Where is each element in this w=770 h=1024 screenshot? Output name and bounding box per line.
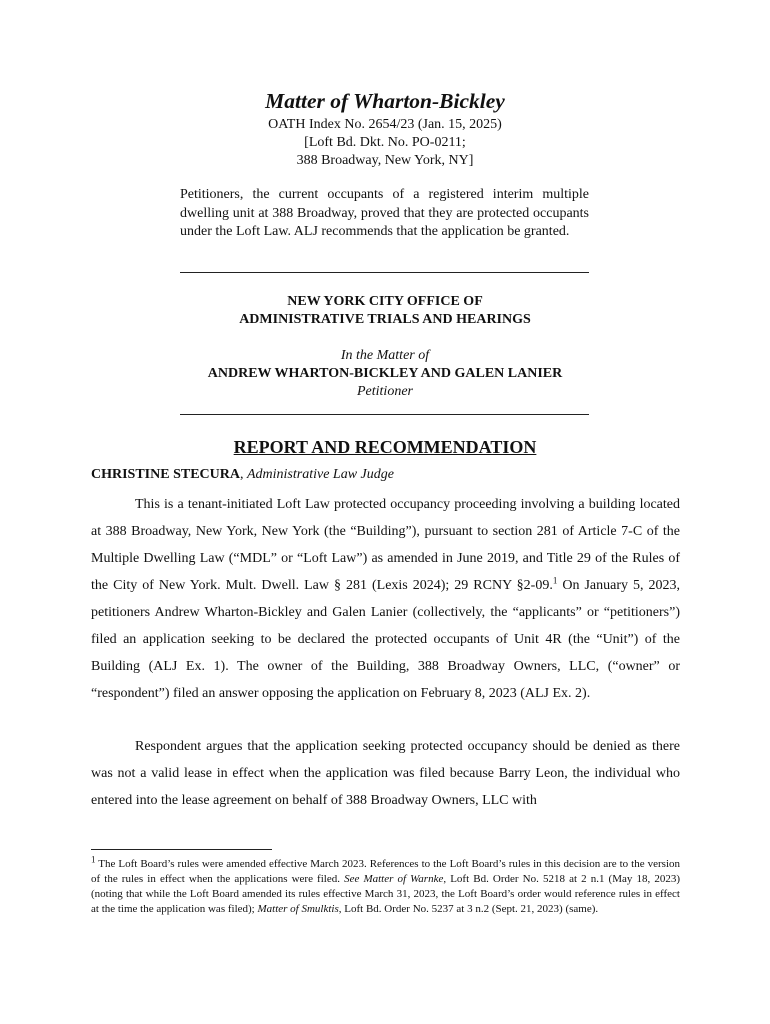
case-summary: Petitioners, the current occupants of a registered interim multiple dwelling unit at 388 Broadway, proved that they are protected occupants under the Loft Law. ALJ recommends that the application be granted.: [180, 187, 589, 239]
divider-bottom: [180, 414, 589, 415]
petitioner-role: Petitioner: [357, 384, 413, 399]
footnote-1: [91, 854, 680, 917]
case-title: Matter of Wharton-Bickley: [265, 89, 505, 113]
in-the-matter-of: In the Matter of: [340, 348, 430, 363]
judge-separator: ,: [239, 467, 247, 482]
divider-top: [180, 272, 589, 273]
paragraph-1-part-a: This is a tenant-initiated Loft Law protected occupancy proceeding involving a building located at 388 Broadway, New York, New York (the “Building”), pursuant to section 281 of Article 7-C of the Multiple Dwelling Law (“MDL” or “Loft Law”) as amended in June 2019, and Title 29 of the Rules of the City of New York. Mult. Dwell. Law § 281 (Lexis 2024); 29 RCNY §2-09.: [91, 497, 680, 593]
paragraph-2-text: Respondent argues that the application seeking protected occupancy should be denied as there was not a valid lease in effect when the application was filed because Barry Leon, the individual who entered into the lease agreement on behalf of 388 Broadway Owners, LLC with: [91, 739, 680, 808]
petitioner-names: ANDREW WHARTON-BICKLEY AND GALEN LANIER: [207, 366, 563, 381]
agency-name-line2: ADMINISTRATIVE TRIALS AND HEARINGS: [239, 312, 531, 327]
oath-index-line: OATH Index No. 2654/23 (Jan. 15, 2025): [268, 117, 502, 132]
footnote-ref-1[interactable]: 1: [552, 575, 558, 586]
footnote-text-3: , Loft Bd. Order No. 5237 at 3 n.2 (Sept. 21, 2023) (same).: [338, 903, 599, 915]
body-paragraph-1: [91, 491, 680, 707]
footnote-mark: 1: [91, 854, 96, 865]
paragraph-1-part-b: On January 5, 2023, petitioners Andrew Wharton-Bickley and Galen Lanier (collectively, the “applicants” or “petitioners”) filed an application seeking to be declared the protected occupants of Unit 4R (the “Unit”) of the Building (ALJ Ex. 1). The owner of the Building, 388 Broadway Owners, LLC, (“owner” or “respondent”) filed an answer opposing the application on February 8, 2023 (ALJ Ex. 2).: [91, 578, 680, 701]
judge-line: [91, 467, 394, 483]
agency-name-line1: NEW YORK CITY OFFICE OF: [287, 294, 483, 309]
docket-line: [Loft Bd. Dkt. No. PO-0211;: [304, 135, 466, 150]
address-line: 388 Broadway, New York, NY]: [296, 153, 474, 168]
footnote-cite-warnke: See Matter of Warnke: [344, 873, 444, 885]
report-heading: REPORT AND RECOMMENDATION: [233, 437, 537, 457]
body-paragraph-2: [91, 733, 680, 814]
judge-name: CHRISTINE STECURA: [91, 467, 240, 482]
footnote-text-2: , Loft Bd. Order No. 5218 at 2 n.1 (May 18, 2023) (noting that while the Loft Board amended its rules effective March 31, 2023, the Loft Board’s order would reference rules in effect at the time the application was filed);: [91, 873, 680, 915]
footnote-cite-smulktis: Matter of Smulktis: [257, 903, 339, 915]
footnote-separator: [91, 849, 272, 850]
footnote-text-1: The Loft Board’s rules were amended effective March 2023. References to the Loft Board’s rules in this decision are to the version of the rules in effect when the applications were filed.: [91, 858, 680, 885]
judge-title: Administrative Law Judge: [246, 467, 394, 482]
